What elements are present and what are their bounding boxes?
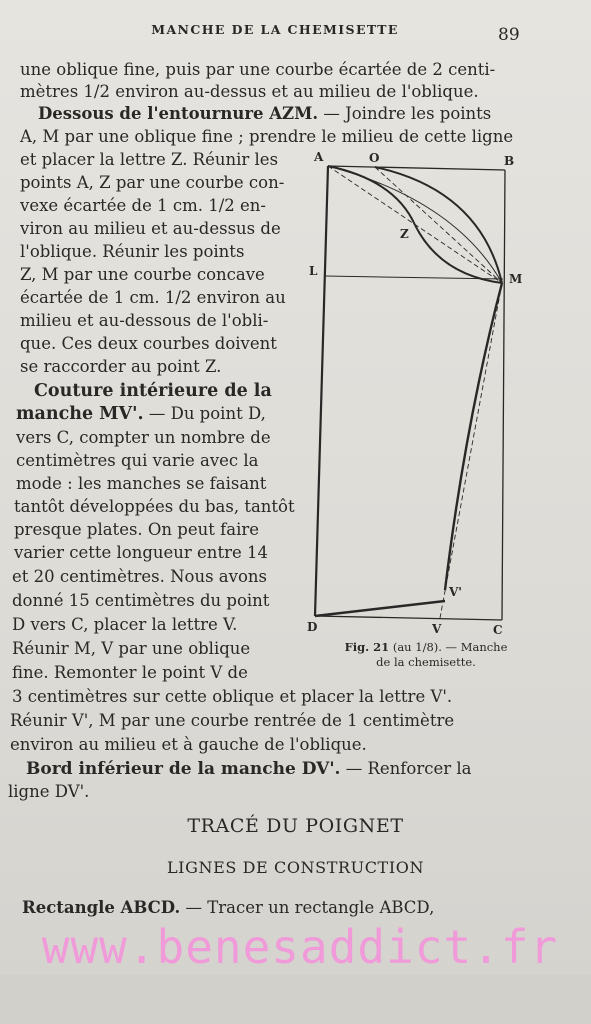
heading-bord: Bord inférieur de la manche DV'. bbox=[26, 759, 341, 779]
caption-line-2: de la chemisette. bbox=[376, 655, 476, 669]
page-bottom-edge bbox=[0, 975, 591, 1024]
text-line: vers C, compter un nombre de bbox=[16, 428, 271, 447]
text-line: se raccorder au point Z. bbox=[20, 357, 222, 376]
text-line: viron au milieu et au-dessus de bbox=[20, 219, 281, 238]
heading-dessous-rest: — Joindre les points bbox=[318, 104, 492, 123]
text-line: A, M par une oblique fine ; prendre le milieu de cette ligne bbox=[20, 127, 514, 146]
label-A: A bbox=[314, 150, 324, 164]
line-CD bbox=[315, 616, 502, 620]
paragraph-rectangle bbox=[22, 898, 434, 918]
line-BC bbox=[502, 170, 505, 620]
label-Z: Z bbox=[400, 227, 409, 241]
text-line: Réunir V', M par une courbe rentrée de 1 centimètre bbox=[10, 711, 455, 730]
label-O: O bbox=[369, 151, 380, 165]
page-number: 89 bbox=[498, 25, 520, 45]
heading-rectangle: Rectangle ABCD. bbox=[22, 898, 181, 917]
heading-couture-2: manche MV'. bbox=[16, 404, 144, 424]
text-line: mètres 1/2 environ au-dessus et au milieu de l'oblique. bbox=[20, 82, 479, 101]
heading-rectangle-rest: — Tracer un rectangle ABCD, bbox=[180, 898, 435, 917]
caption-scale: (au 1/8). — Manche bbox=[389, 640, 508, 654]
text-line: Z, M par une courbe concave bbox=[20, 265, 265, 284]
text-line: 3 centimètres sur cette oblique et placer la lettre V'. bbox=[12, 687, 453, 706]
text-line: tantôt développées du bas, tantôt bbox=[14, 497, 295, 516]
text-line: mode : les manches se faisant bbox=[16, 474, 267, 493]
text-line: et placer la lettre Z. Réunir les bbox=[20, 150, 279, 169]
heading-dessous: Dessous de l'entournure AZM. bbox=[38, 104, 319, 123]
sleeve-diagram bbox=[305, 145, 535, 640]
text-line: centimètres qui varie avec la bbox=[16, 451, 259, 470]
text-line: milieu et au-dessous de l'obli- bbox=[20, 311, 269, 330]
label-D: D bbox=[307, 620, 318, 634]
label-B: B bbox=[504, 154, 515, 168]
caption-line-1 bbox=[318, 640, 534, 655]
text-line: points A, Z par une courbe con- bbox=[20, 173, 285, 192]
text-line: que. Ces deux courbes doivent bbox=[20, 334, 277, 353]
text-line: donné 15 centimètres du point bbox=[12, 591, 270, 610]
oblique-OM bbox=[375, 167, 502, 283]
section-subtitle-lignes: LIGNES DE CONSTRUCTION bbox=[166, 858, 425, 877]
text-line: l'oblique. Réunir les points bbox=[20, 242, 245, 261]
section-title-trace: TRACÉ DU POIGNET bbox=[187, 815, 404, 837]
heading-couture-1: Couture intérieure de la bbox=[34, 381, 272, 401]
label-L: L bbox=[309, 264, 318, 278]
line-DVp bbox=[315, 601, 445, 616]
caption-fig-number: Fig. 21 bbox=[344, 640, 390, 654]
paragraph-couture-heading bbox=[16, 404, 266, 424]
line-AB bbox=[328, 166, 505, 170]
text-line: ligne DV'. bbox=[8, 782, 90, 801]
line-AD bbox=[315, 166, 328, 616]
text-line: une oblique fine, puis par une courbe écartée de 2 centi- bbox=[20, 60, 496, 79]
label-C: C bbox=[493, 623, 503, 637]
text-line: écartée de 1 cm. 1/2 environ au bbox=[20, 288, 286, 307]
heading-bord-rest: — Renforcer la bbox=[340, 759, 472, 778]
paragraph-bord-heading bbox=[26, 759, 471, 779]
figure-caption bbox=[318, 640, 534, 670]
text-line: varier cette longueur entre 14 bbox=[14, 543, 268, 562]
text-line: environ au milieu et à gauche de l'oblique. bbox=[10, 735, 367, 754]
text-line: vexe écartée de 1 cm. 1/2 en- bbox=[20, 196, 266, 215]
watermark: www.benesaddict.fr bbox=[41, 920, 559, 974]
heading-couture-rest: — Du point D, bbox=[143, 404, 266, 423]
paragraph-dessous-heading bbox=[38, 104, 491, 124]
text-line: et 20 centimètres. Nous avons bbox=[12, 567, 267, 586]
label-V: V bbox=[432, 622, 442, 636]
text-line: fine. Remonter le point V de bbox=[12, 663, 248, 682]
text-line: presque plates. On peut faire bbox=[14, 520, 260, 539]
running-header: MANCHE DE LA CHEMISETTE bbox=[151, 22, 399, 37]
text-line: D vers C, placer la lettre V. bbox=[12, 615, 238, 634]
label-M: M bbox=[509, 272, 523, 286]
label-Vp: V' bbox=[449, 585, 462, 599]
oblique-MV bbox=[440, 283, 502, 618]
text-line: Réunir M, V par une oblique bbox=[12, 639, 251, 658]
